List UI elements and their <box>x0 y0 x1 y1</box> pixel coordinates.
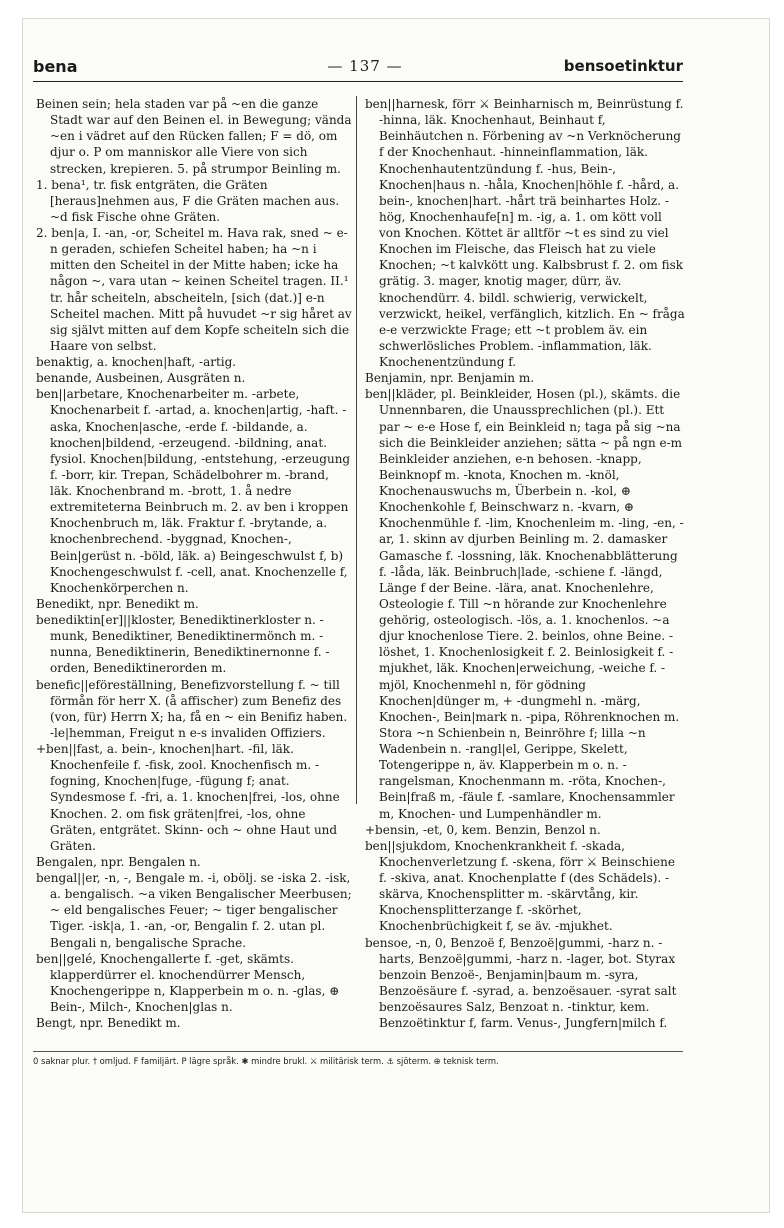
left-column <box>36 96 354 1031</box>
entry: Benjamin, npr. Benjamin m. <box>365 371 535 386</box>
entry: ben||sjukdom, Knochenkrankheit f. -skada, Knochenverletzung f. -skena, förr ⚔ Beinschiene f. -skiva, anat. Knochenplatte f (des Schädels). -skärva, Knochensplitter m. -skärvtång, kir. Knochensplitterzange f. -skörhet, Knochenbrüchigkeit f, se äv. -mjukhet. <box>365 838 675 934</box>
entry: ben||arbetare, Knochenarbeiter m. -arbete, Knochenarbeit f. -artad, a. knochen|artig, -haft. -aska, Knochen|asche, -erde f. -bildande, a. knochen|bildend, -erzeugend. -bildning, anat. fysiol. Knochen|bildung, -entstehung, -erzeugung f. -borr, kir. Trepan, Schädelbohrer m. -brand, läk. Knochenbrand m. -brott, 1. å nedre extremiteterna Beinbruch m. 2. av ben i kroppen Knochenbruch m, läk. Fraktur f. -brytande, a. knochenbrechend. -byggnad, Knochen-, Bein|gerüst n. -böld, läk. a) Beingeschwulst f, b) Knochengeschwulst f. -cell, anat. Knochenzelle f, Knochenkörperchen n. <box>36 387 351 595</box>
entry: Beinen sein; hela staden var på ~en die ganze Stadt war auf den Beinen el. in Bewegung; vända ~en i vädret auf den Rücken fallen; F = dö, om djur o. P om manniskor alle Viere von sich strecken, krepieren. 5. på strumpor Beinling m. <box>36 97 352 176</box>
left-running-head: bena <box>33 57 78 76</box>
page-number: — 137 — <box>327 57 403 75</box>
entry: ben||kläder, pl. Beinkleider, Hosen (pl.), skämts. die Unnennbaren, die Unaussprechlichen (pl.). Ett par ~ e-e Hose f, ein Beinkleid n; taga på sig ~na sich die Beinkleider anziehen; sätta ~ på ngn e-m Beinkleider anziehen, e-n behosen. -knapp, Beinknopf m. -knota, Knochen m. -knöl, Knochenauswuchs m, Überbein n. -kol, ⊕ Knochenkohle f, Beinschwarz n. -kvarn, ⊕ Knochenmühle f. -lim, Knochenleim m. -ling, -en, -ar, 1. skinn av djurben Beinling m. 2. damasker Gamasche f. -lossning, läk. Knochenabblätterung f. -låda, läk. Beinbruch|lade, -schiene f. -längd, Länge f der Beine. -lära, anat. Knochenlehre, Osteologie f. Till ~n hörande zur Knochenlehre gehörig, osteologisch. -lös, a. 1. knochenlos. ~a djur knochenlose Tiere. 2. beinlos, ohne Beine. -löshet, 1. Knochenlosigkeit f. 2. Beinlosigkeit f. -mjukhet, läk. Knochen|erweichung, -weiche f. -mjöl, Knochenmehl n, för gödning Knochen|dünger m, + -dungmehl n. -märg, Knochen-, Bein|mark n. -pipa, Röhrenknochen m. Stora ~n Schienbein n, Beinröhre f; lilla ~n Wadenbein n. -rangl|el, Gerippe, Skelett, Totengerippe n, äv. Klapperbein m o. n. -rangelsman, Knochenmann m. -röta, Knochen-, Bein|fraß m, -fäule f. -samlare, Knochensammler m, Knochen- und Lumpenhändler m. <box>365 387 684 821</box>
entry: +bensin, -et, 0, kem. Benzin, Benzol n. <box>365 822 601 837</box>
right-running-head: bensoetinktur <box>563 57 683 75</box>
entry: benande, Ausbeinen, Ausgräten n. <box>36 371 246 386</box>
entry: bengal||er, -n, -, Bengale m. -i, obölj. se -iska 2. -isk, a. bengalisch. ~a viken Bengalischer Meerbusen; ~ eld bengalisches Feuer; ~ tiger bengalischer Tiger. -isk|a, 1. -an, -or, Bengalin f. 2. utan pl. Bengali n, bengalische Sprache. <box>36 871 352 950</box>
entry: benefic||eföreställning, Benefizvorstellung f. ~ till förmån för herr X. (å affischer) zum Benefiz des (von, für) Herrn X; ha, få en ~ ein Benifiz haben. -le|hemman, Freigut n e-s invaliden Offiziers. <box>36 677 348 740</box>
entry: Benedikt, npr. Benedikt m. <box>36 596 199 611</box>
entry: ben||gelé, Knochengallerte f. -get, skämts. klapperdürrer el. knochendürrer Mensch, Knochengerippe n, Klapperbein m o. n. -glas, ⊕ Bein-, Milch-, Knochen|glas n. <box>36 951 340 1014</box>
entry: 1. bena¹, tr. fisk entgräten, die Gräten [heraus]nehmen aus, F die Gräten machen aus. ~d fisk Fische ohne Gräten. <box>36 177 340 224</box>
entry: ben||harnesk, förr ⚔ Beinharnisch m, Beinrüstung f. -hinna, läk. Knochenhaut, Beinhaut f, Beinhäutchen n. Förbening av ~n Verknöcherung f der Knochenhaut. -hinneinflammation, läk. Knochenhautentzündung f. -hus, Bein-, Knochen|haus n. -håla, Knochen|höhle f. -hård, a. bein-, knochen|hart. -hårt trä beinhartes Holz. -hög, Knochenhaufe[n] m. -ig, a. 1. om kött voll von Knochen. Köttet är alltför ~t es sind zu viel Knochen im Fleische, das Fleisch hat zu viele Knochen; ~t kalvkött ung. Kalbsbrust f. 2. om fisk grätig. 3. mager, knotig mager, dürr, äv. knochendürr. 4. bildl. schwierig, verwickelt, verzwickt, heikel, verfänglich, kitzlich. En ~ fråga e-e verzwickte Frage; ett ~t problem äv. ein schwerlösliches Problem. -inflammation, läk. Knochenentzündung f. <box>365 97 685 369</box>
entry: Bengalen, npr. Bengalen n. <box>36 854 201 869</box>
entry: benaktig, a. knochen|haft, -artig. <box>36 355 237 369</box>
entry: 2. ben|a, I. -an, -or, Scheitel m. Hava rak, sned ~ e-n geraden, schiefen Scheitel haben; ha ~n i mitten den Scheitel in der Mitte haben; icke ha någon ~, vara utan ~ keinen Scheitel tragen. II.¹ tr. hår scheiteln, abscheiteln, [sich (dat.)] e-n Scheitel machen. Mitt på huvudet ~r sig håret av sig självt mitten auf dem Kopfe scheiteln sich die Haare von selbst. <box>36 226 352 353</box>
footer-rule <box>33 1051 683 1052</box>
entry: Bengt, npr. Benedikt m. <box>36 1016 181 1031</box>
abbreviation-legend: 0 saknar plur. † omljud. F familjärt. P lägre språk. ✱ mindre brukl. ⚔ militärisk term. ⚓ sjöterm. ⊕ teknisk term. <box>33 1056 499 1066</box>
page-header <box>33 55 683 82</box>
right-column <box>365 96 685 1031</box>
entry: benediktin[er]||kloster, Benediktinerkloster n. -munk, Benediktiner, Benediktinermönch m. -nunna, Benediktinerin, Benediktinernonne f. -orden, Benediktinerorden m. <box>36 613 330 676</box>
entry: bensoe, -n, 0, Benzoë f, Benzoë|gummi, -harz n. -harts, Benzoë|gummi, -harz n. -lager, bot. Styrax benzoin Benzoë-, Benjamin|baum m. -syra, Benzoësäure f. -syrad, a. benzoësauer. -syrat salt benzoësaures Salz, Benzoat n. -tinktur, kem. Benzoëtinktur f, farm. Venus-, Jungfern|milch f. <box>365 935 677 1031</box>
entry: +ben||fast, a. bein-, knochen|hart. -fil, läk. Knochenfeile f. -fisk, zool. Knochenfisch m. -fogning, Knochen|fuge, -fügung f; anat. Syndesmose f. -fri, a. 1. knochen|frei, -los, ohne Knochen. 2. om fisk gräten|frei, -los, ohne Gräten, entgrätet. Skinn- och ~ ohne Haut und Gräten. <box>36 742 340 853</box>
column-divider <box>356 96 357 804</box>
